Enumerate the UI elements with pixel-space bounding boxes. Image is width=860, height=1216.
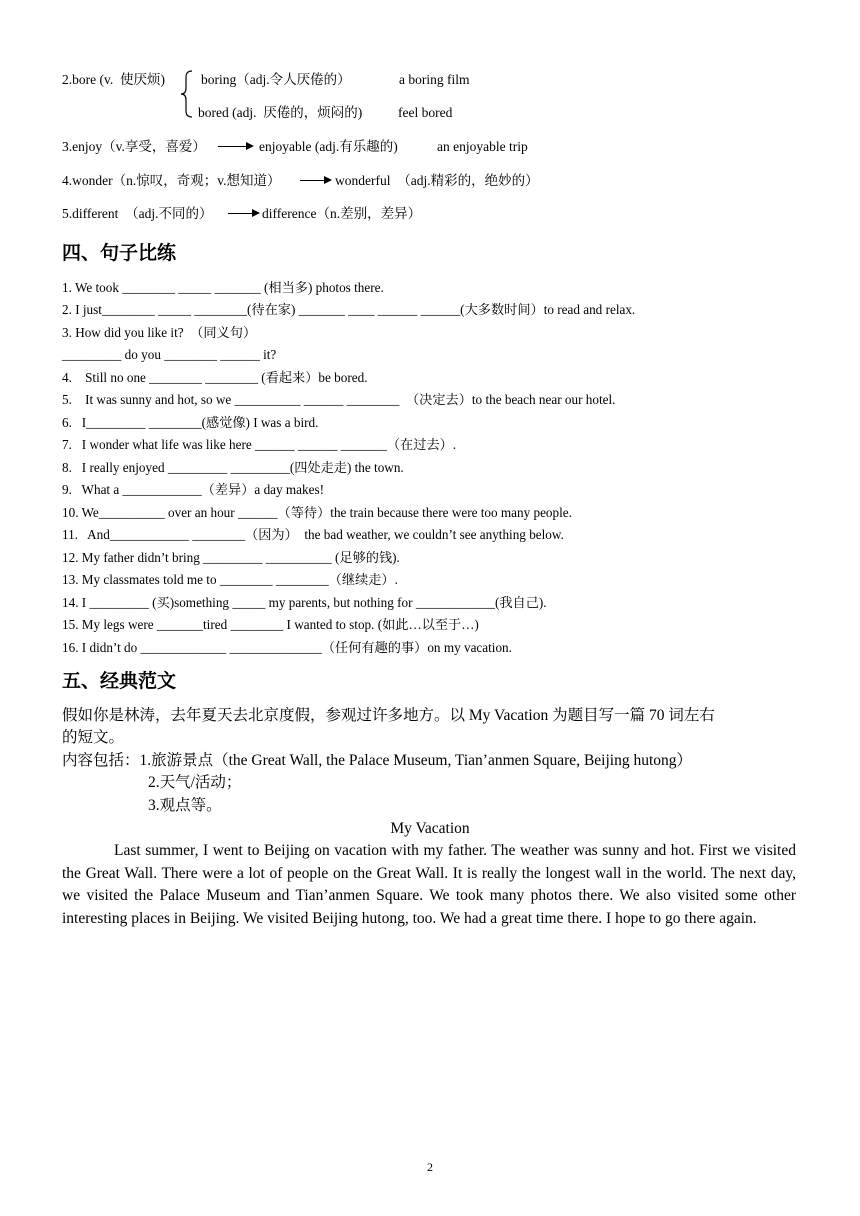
word-wonder-base: 4.wonder（n.惊叹，奇观；v.想知道）: [62, 173, 281, 188]
word-different-base: 5.different （adj.不同的）: [62, 206, 213, 221]
section5-heading: 五、经典范文: [62, 670, 177, 692]
word-bored: bored (adj. 厌倦的，烦闷的): [198, 105, 363, 120]
page-number: 2: [427, 1160, 433, 1174]
content-requirements: 内容包括：1.旅游景点（the Great Wall, the Palace Museum, Tian’anmen Square, Beijing hutong）: [62, 752, 693, 769]
word-enjoyable: enjoyable (adj.有乐趣的): [259, 139, 398, 154]
exercise-item: 1. We took ________ _____ _______ (相当多) photos there.: [62, 280, 384, 295]
word-enjoy-base: 3.enjoy（v.享受，喜爱）: [62, 139, 206, 154]
exercise-item: 8. I really enjoyed _________ _________(四处走走) the town.: [62, 460, 404, 475]
exercise-item: _________ do you ________ ______ it?: [62, 347, 277, 362]
exercise-item: 13. My classmates told me to ________ ________（继续走）.: [62, 572, 398, 587]
exercise-item: 3. How did you like it? （同义句）: [62, 325, 257, 340]
example-boring: a boring film: [399, 72, 470, 87]
arrow-icon: [228, 213, 258, 214]
exercise-item: 6. I_________ ________(感觉像) I was a bird.: [62, 415, 319, 430]
word-difference: difference（n.差别，差异）: [262, 206, 422, 221]
word-wonderful: wonderful （adj.精彩的，绝妙的）: [335, 173, 539, 188]
section4-heading: 四、句子比练: [62, 242, 177, 264]
arrow-icon: [218, 146, 252, 147]
exercise-item: 15. My legs were _______tired ________ I wanted to stop. (如此…以至于…): [62, 617, 479, 632]
exercise-item: 5. It was sunny and hot, so we __________ ______ ________ （决定去）to the beach near our hotel.: [62, 392, 616, 407]
requirement-point: 2.天气/活动；: [148, 774, 242, 791]
exercise-item: 14. I _________ (买)something _____ my parents, but nothing for ____________(我自己).: [62, 595, 547, 610]
exercise-item: 16. I didn’t do _____________ ______________（任何有趣的事）on my vacation.: [62, 640, 512, 655]
example-bored: feel bored: [398, 105, 453, 120]
requirement-point: 3.观点等。: [148, 797, 222, 814]
essay-title: My Vacation: [390, 820, 470, 837]
exercise-item: 9. What a ____________（差异）a day makes!: [62, 482, 324, 497]
exercise-item: 2. I just________ _____ ________(待在家) _______ ____ ______ ______(大多数时间）to read and relax.: [62, 302, 636, 317]
essay-body: Last summer, I went to Beijing on vacation with my father. The weather was sunny and hot. First we visited the Great Wall. There were a lot of people on the Great Wall. It is really the longest wall in the world. The next day, we visited the Palace Museum and Tian’anmen Square. We took many photos there. We also visited some other interesting places in Beijing. We visited Beijing hutong, too. We had a great time there. I hope to go there again.: [62, 842, 796, 927]
exercise-item: 11. And____________ ________（因为） the bad weather, we couldn’t see anything below.: [62, 527, 564, 542]
writing-prompt: 假如你是林涛，去年夏天去北京度假，参观过许多地方。以 My Vacation 为题目写一篇 70 词左右: [62, 707, 715, 724]
writing-prompt-cont: 的短文。: [62, 729, 125, 746]
exercise-item: 4. Still no one ________ ________ (看起来）be bored.: [62, 370, 368, 385]
exercise-item: 7. I wonder what life was like here ______ ______ _______（在过去）.: [62, 437, 457, 452]
example-enjoyable: an enjoyable trip: [437, 139, 528, 154]
word-bore-base: 2.bore (v. 使厌烦): [62, 72, 165, 87]
exercise-item: 12. My father didn’t bring _________ __________ (足够的钱).: [62, 550, 400, 565]
arrow-icon: [300, 180, 330, 181]
exercise-item: 10. We__________ over an hour ______（等待）the train because there were too many people.: [62, 505, 572, 520]
word-boring: boring（adj.令人厌倦的）: [201, 72, 351, 87]
curly-brace-icon: [178, 68, 198, 120]
